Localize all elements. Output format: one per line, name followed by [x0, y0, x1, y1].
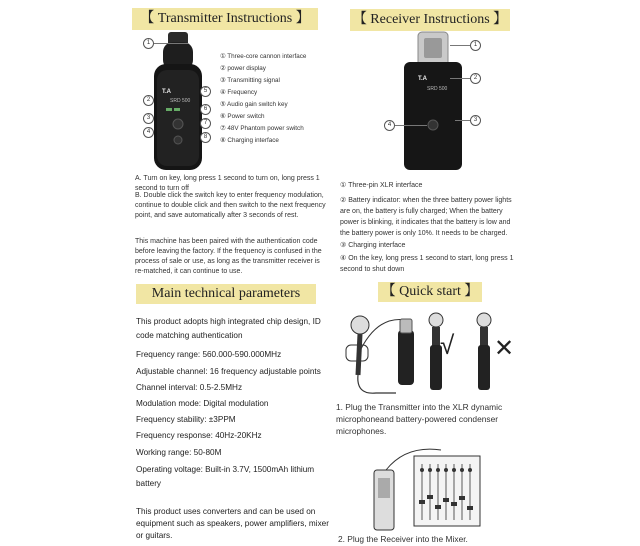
transmitter-part: ⑥ Power switch — [220, 113, 265, 120]
transmitter-part: ② power display — [220, 65, 266, 72]
spec-line: This product adopts high integrated chip design, ID code matching authentication — [136, 317, 321, 340]
quickstart-step-1: 1. Plug the Transmitter into the XLR dynamic microphoneand battery-powered condenser microphones. — [336, 402, 503, 436]
receiver-item: ① Three-pin XLR interface — [340, 182, 423, 189]
callout-6: 6 — [200, 104, 211, 115]
callout-8: 8 — [200, 132, 211, 143]
transmitter-note-c: This machine has been paired with the authentication code before leaving the factory. If the frequency is confused in the process of sale or use, as long as the transmitter receiver is re-matched, it can continue to use. — [135, 238, 322, 275]
receiver-title: 【 Receiver Instructions 】 — [350, 9, 510, 31]
callout-7: 7 — [200, 118, 211, 129]
transmitter-part: ④ Frequency — [220, 89, 258, 96]
r-callout-3: 3 — [470, 115, 481, 126]
receiver-device-image — [390, 30, 480, 175]
transmitter-note-b: B. Double click the switch key to enter frequency modulation, continue to double click and then switch to the next frequency point, and save automatically after 3 seconds of rest. — [135, 192, 326, 219]
cross-mark: ✕ — [494, 335, 515, 362]
receiver-brand: T.A — [418, 76, 427, 82]
spec-line: Working range: 50-80M — [136, 448, 222, 457]
spec-line: Adjustable channel: 16 frequency adjustable points — [136, 367, 321, 376]
r-callout-1: 1 — [470, 40, 481, 51]
transmitter-model: SRD 500 — [170, 98, 191, 104]
transmitter-part: ⑧ Charging interface — [220, 137, 279, 144]
r-callout-2: 2 — [470, 73, 481, 84]
mixer-illustration — [366, 440, 486, 532]
transmitter-title: 【 Transmitter Instructions 】 — [132, 8, 318, 30]
spec-line: Frequency stability: ±3PPM — [136, 415, 236, 424]
transmitter-part: ⑦ 48V Phantom power switch — [220, 125, 304, 132]
spec-line: This product uses converters and can be used on equipment such as speakers, power amplifiers, mixer or guitars. — [136, 507, 329, 540]
callout-5: 5 — [200, 86, 211, 97]
transmitter-part: ① Three-core cannon interface — [220, 53, 307, 60]
r-callout-4: 4 — [384, 120, 395, 131]
transmitter-part: ③ Transmitting signal — [220, 77, 280, 84]
transmitter-note-a: A. Turn on key, long press 1 second to turn on, long press 1 second to turn off — [135, 175, 320, 192]
callout-3: 3 — [143, 113, 154, 124]
spec-line: Operating voltage: Built-in 3.7V, 1500mAh lithium battery — [136, 465, 315, 488]
spec-line: Frequency range: 560.000-590.000MHz — [136, 350, 282, 359]
transmitter-part: ⑤ Audio gain switch key — [220, 101, 288, 108]
spec-line: Channel interval: 0.5-2.5MHz — [136, 383, 243, 392]
check-mark: √ — [440, 330, 455, 360]
quickstart-title: 【 Quick start 】 — [378, 282, 482, 302]
receiver-model: SRD 500 — [427, 86, 448, 92]
quickstart-step-2: 2. Plug the Receiver into the Mixer. — [338, 534, 468, 544]
spec-line: Modulation mode: Digital modulation — [136, 399, 269, 408]
spec-line: Frequency response: 40Hz-20KHz — [136, 431, 262, 440]
callout-4: 4 — [143, 127, 154, 138]
callout-1: 1 — [143, 38, 154, 49]
callout-2: 2 — [143, 95, 154, 106]
receiver-item: ④ On the key, long press 1 second to start, long press 1 second to shut down — [340, 255, 514, 273]
receiver-item: ③ Charging interface — [340, 242, 406, 249]
transmitter-brand: T.A — [162, 89, 171, 95]
specs-title: Main technical parameters — [136, 284, 316, 304]
receiver-item: ② Battery indicator: when the three battery power lights are on, the battery is fully charged; When the battery power is blinking, it indicates that the battery is low and the battery power is only 10%. It needs to be charged. — [340, 197, 512, 237]
